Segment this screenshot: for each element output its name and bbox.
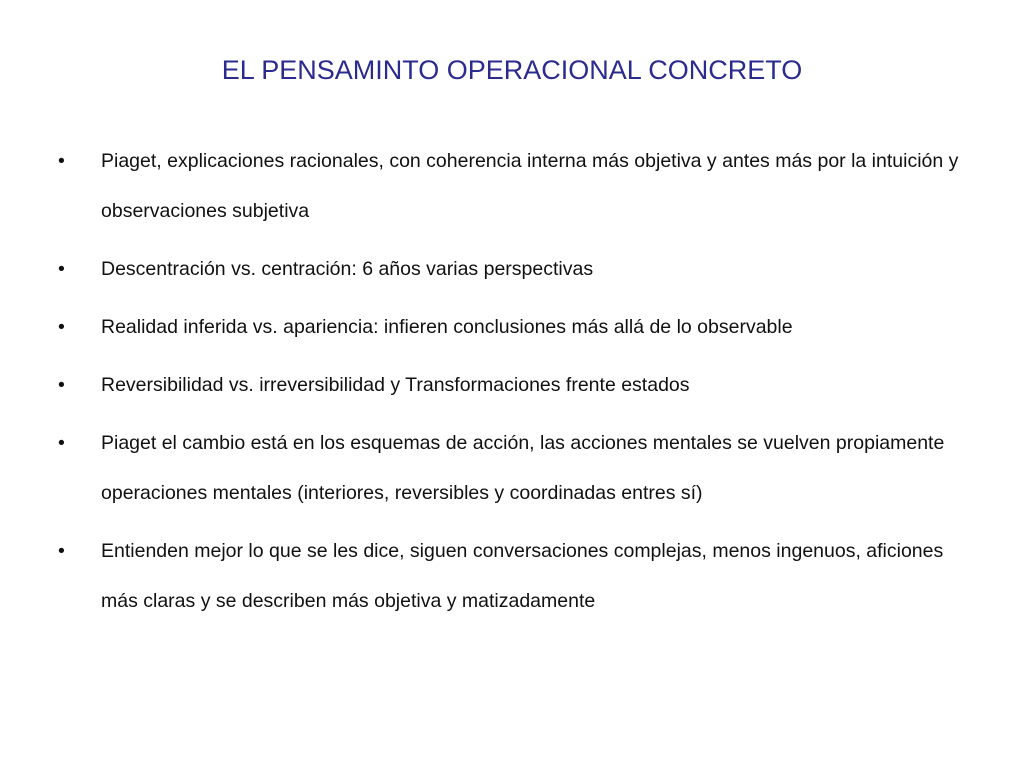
bullet-icon: • [58, 374, 65, 396]
bullet-text: Descentración vs. centración: 6 años varias perspectivas [101, 258, 594, 280]
bullet-item [58, 418, 978, 518]
bullet-item [58, 244, 978, 294]
slide-title: EL PENSAMINTO OPERACIONAL CONCRETO [221, 55, 803, 85]
bullet-icon: • [58, 432, 65, 454]
bullet-icon: • [58, 150, 65, 172]
bullet-icon: • [58, 540, 65, 562]
bullet-icon: • [58, 316, 65, 338]
bullet-text: Reversibilidad vs. irreversibilidad y Transformaciones frente estados [101, 374, 690, 396]
bullet-item [58, 360, 978, 410]
bullet-icon: • [58, 258, 65, 280]
bullet-item [58, 526, 978, 626]
bullet-text: Entienden mejor lo que se les dice, siguen conversaciones complejas, menos ingenuos, aficiones más claras y se describen más objetiva y matizadamente [101, 540, 944, 612]
bullet-list [58, 136, 978, 634]
bullet-text: Piaget, explicaciones racionales, con coherencia interna más objetiva y antes más por la intuición y observaciones subjetiva [101, 150, 959, 222]
bullet-text: Realidad inferida vs. apariencia: infieren conclusiones más allá de lo observable [101, 316, 793, 338]
bullet-text: Piaget el cambio está en los esquemas de acción, las acciones mentales se vuelven propiamente operaciones mentales (interiores, reversibles y coordinadas entres sí) [101, 432, 945, 504]
bullet-item [58, 136, 978, 236]
bullet-item [58, 302, 978, 352]
